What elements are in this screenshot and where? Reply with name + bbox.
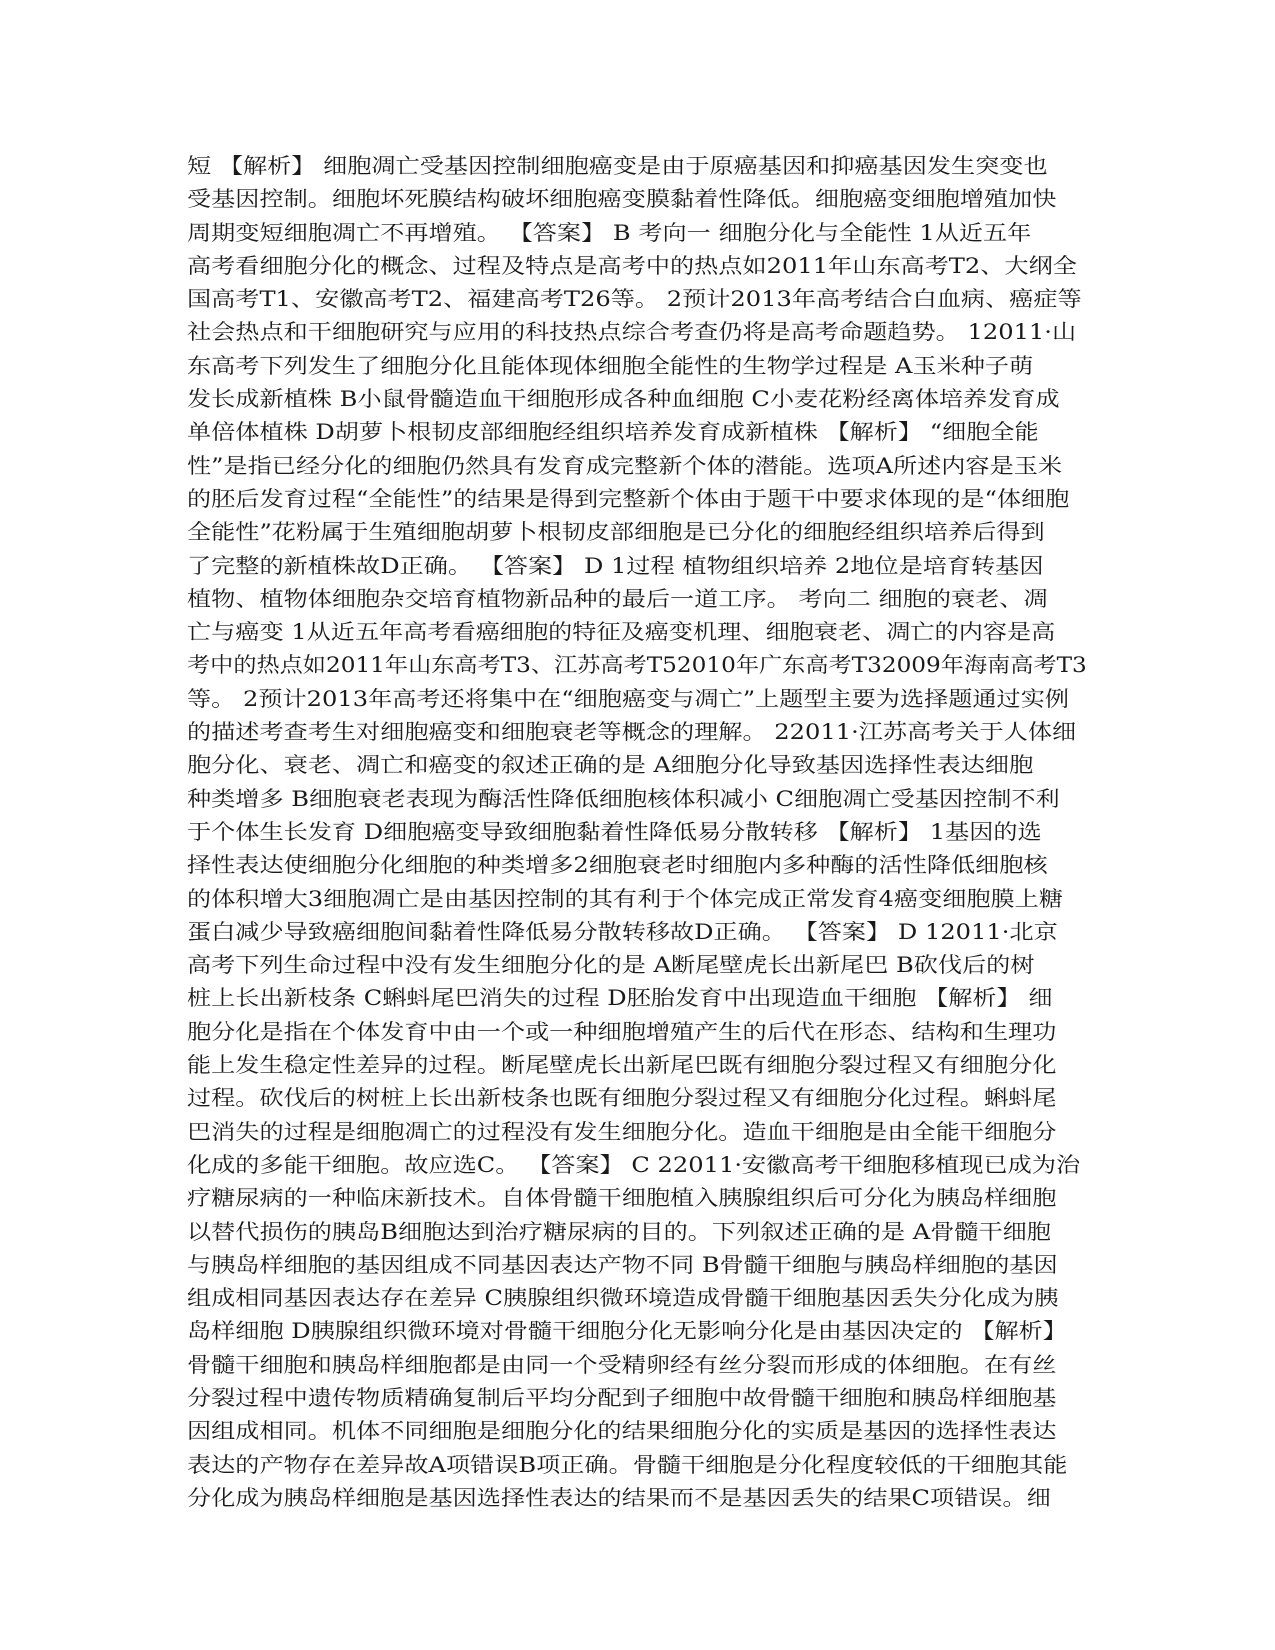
text-line: 疗糖尿病的一种临床新技术。自体骨髓干细胞植入胰腺组织后可分化为胰岛样细胞 <box>187 1186 1057 1211</box>
text-line: 化成的多能干细胞。故应选C。 【答案】 C 22011·安徽高考干细胞移植现已成为治 <box>187 1152 1081 1177</box>
text-line: 分化成为胰岛样细胞是基因选择性表达的结果而不是基因丢失的结果C项错误。细 <box>187 1485 1051 1510</box>
text-line: 桩上长出新枝条 C蝌蚪尾巴消失的过程 D胚胎发育中出现造血干细胞 【解析】 细 <box>187 986 1053 1011</box>
text-line: 组成相同基因表达存在差异 C胰腺组织微环境造成骨髓干细胞基因丢失分化成为胰 <box>187 1286 1059 1311</box>
text-line: 过程。砍伐后的树桩上长出新枝条也既有细胞分裂过程又有细胞分化过程。蝌蚪尾 <box>187 1086 1057 1111</box>
text-line: 的体积增大3细胞凋亡是由基因控制的其有利于个体完成正常发育4癌变细胞膜上糖 <box>187 886 1063 911</box>
text-line: 全能性”花粉属于生殖细胞胡萝卜根韧皮部细胞是已分化的细胞经组织培养后得到 <box>187 520 1045 545</box>
text-line: 择性表达使细胞分化细胞的种类增多2细胞衰老时细胞内多种酶的活性降低细胞核 <box>187 853 1048 878</box>
text-line: 短 【解析】 细胞凋亡受基因控制细胞癌变是由于原癌基因和抑癌基因发生突变也 <box>187 154 1048 178</box>
text-line: 的胚后发育过程“全能性”的结果是得到完整新个体由于题干中要求体现的是“体细胞 <box>187 486 1070 511</box>
text-line: 了完整的新植株故D正确。 【答案】 D 1过程 植物组织培养 2地位是培育转基因 <box>187 553 1044 578</box>
text-line: 高考看细胞分化的概念、过程及特点是高考中的热点如2011年山东高考T2、大纲全 <box>187 253 1077 278</box>
text-line: 受基因控制。细胞坏死膜结构破坏细胞癌变膜黏着性降低。细胞癌变细胞增殖加快 <box>187 187 1057 212</box>
text-line: 等。 2预计2013年高考还将集中在“细胞癌变与凋亡”上题型主要为选择题通过实例 <box>187 686 1069 711</box>
text-line: 单倍体植株 D胡萝卜根韧皮部细胞经组织培养发育成新植株 【解析】 “细胞全能 <box>187 420 1039 445</box>
text-line: 亡与癌变 1从近五年高考看癌细胞的特征及癌变机理、细胞衰老、凋亡的内容是高 <box>187 620 1056 645</box>
text-line: 植物、植物体细胞杂交培育植物新品种的最后一道工序。 考向二 细胞的衰老、凋 <box>187 586 1048 611</box>
text-line: 巴消失的过程是细胞凋亡的过程没有发生细胞分化。造血干细胞是由全能干细胞分 <box>187 1119 1057 1144</box>
text-line: 以替代损伤的胰岛B细胞达到治疗糖尿病的目的。下列叙述正确的是 A骨髓干细胞 <box>187 1219 1051 1244</box>
text-line: 东高考下列发生了细胞分化且能体现体细胞全能性的生物学过程是 A玉米种子萌 <box>187 353 1034 378</box>
text-line: 能上发生稳定性差异的过程。断尾壁虎长出新尾巴既有细胞分裂过程又有细胞分化 <box>187 1053 1057 1078</box>
text-line: 考中的热点如2011年山东高考T3、江苏高考T52010年广东高考T32009年海南高考T3 <box>187 653 1087 678</box>
text-line: 岛样细胞 D胰腺组织微环境对骨髓干细胞分化无影响分化是由基因决定的 【解析】 <box>187 1319 1067 1344</box>
text-line: 种类增多 B细胞衰老表现为酶活性降低细胞核体积减小 C细胞凋亡受基因控制不利 <box>187 786 1060 811</box>
text-line: 与胰岛样细胞的基因组成不同基因表达产物不同 B骨髓干细胞与胰岛样细胞的基因 <box>187 1252 1058 1277</box>
text-line: 国高考T1、安徽高考T2、福建高考T26等。 2预计2013年高考结合白血病、癌症等 <box>187 287 1082 312</box>
body-text <box>187 150 1087 1515</box>
text-line: 胞分化、衰老、凋亡和癌变的叙述正确的是 A细胞分化导致基因选择性表达细胞 <box>187 753 1034 778</box>
text-line: 周期变短细胞凋亡不再增殖。 【答案】 B 考向一 细胞分化与全能性 1从近五年 <box>187 220 1032 245</box>
text-line: 分裂过程中遗传物质精确复制后平均分配到子细胞中故骨髓干细胞和胰岛样细胞基 <box>187 1385 1057 1410</box>
text-line: 表达的产物存在差异故A项错误B项正确。骨髓干细胞是分化程度较低的干细胞其能 <box>187 1452 1068 1477</box>
text-line: 骨髓干细胞和胰岛样细胞都是由同一个受精卵经有丝分裂而形成的体细胞。在有丝 <box>187 1352 1057 1377</box>
text-line: 的描述考查考生对细胞癌变和细胞衰老等概念的理解。 22011·江苏高考关于人体细 <box>187 720 1077 745</box>
text-line: 于个体生长发育 D细胞癌变导致细胞黏着性降低易分散转移 【解析】 1基因的选 <box>187 819 1042 844</box>
text-line: 高考下列生命过程中没有发生细胞分化的是 A断尾壁虎长出新尾巴 B砍伐后的树 <box>187 953 1035 978</box>
text-line: 因组成相同。机体不同细胞是细胞分化的结果细胞分化的实质是基因的选择性表达 <box>187 1419 1057 1444</box>
text-line: 蛋白减少导致癌细胞间黏着性降低易分散转移故D正确。 【答案】 D 12011·北京 <box>187 919 1058 944</box>
text-line: 性”是指已经分化的细胞仍然具有发育成完整新个体的潜能。选项A所述内容是玉米 <box>187 453 1063 478</box>
text-line: 社会热点和干细胞研究与应用的科技热点综合考查仍将是高考命题趋势。 12011·山 <box>187 320 1077 345</box>
text-line: 发长成新植株 B小鼠骨髓造血干细胞形成各种血细胞 C小麦花粉经离体培养发育成 <box>187 387 1060 412</box>
text-line: 胞分化是指在个体发育中由一个或一种细胞增殖产生的后代在形态、结构和生理功 <box>187 1019 1057 1044</box>
